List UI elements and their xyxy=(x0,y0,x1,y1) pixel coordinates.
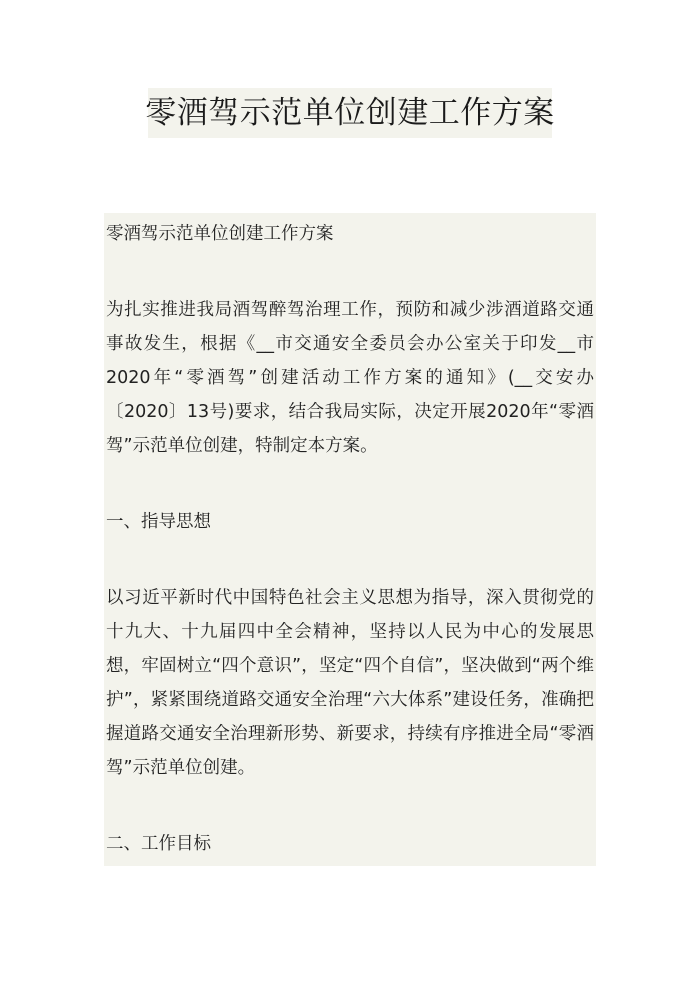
document-title: 零酒驾示范单位创建工作方案 xyxy=(145,95,555,131)
document-body xyxy=(104,213,596,866)
section-heading-guiding-ideology: 一、指导思想 xyxy=(106,512,211,532)
intro-paragraph: 为扎实推进我局酒驾醉驾治理工作，预防和减少涉酒道路交通事故发生，根据《__市交通安全委员会办公室关于印发__市2020年“零酒驾”创建活动工作方案的通知》(__交安办〔2020〕13号)要求，结合我局实际，决定开展2020年“零酒驾”示范单位创建，特制定本方案。 xyxy=(106,300,594,456)
document-subtitle: 零酒驾示范单位创建工作方案 xyxy=(106,224,334,244)
section-heading-work-goals: 二、工作目标 xyxy=(106,834,211,854)
guiding-ideology-paragraph: 以习近平新时代中国特色社会主义思想为指导，深入贯彻党的十九大、十九届四中全会精神，坚持以人民为中心的发展思想，牢固树立“四个意识”，坚定“四个自信”，坚决做到“两个维护”，紧紧围绕道路交通安全治理“六大体系”建设任务，准确把握道路交通安全治理新形势、新要求，持续有序推进全局“零酒驾”示范单位创建。 xyxy=(106,588,594,778)
